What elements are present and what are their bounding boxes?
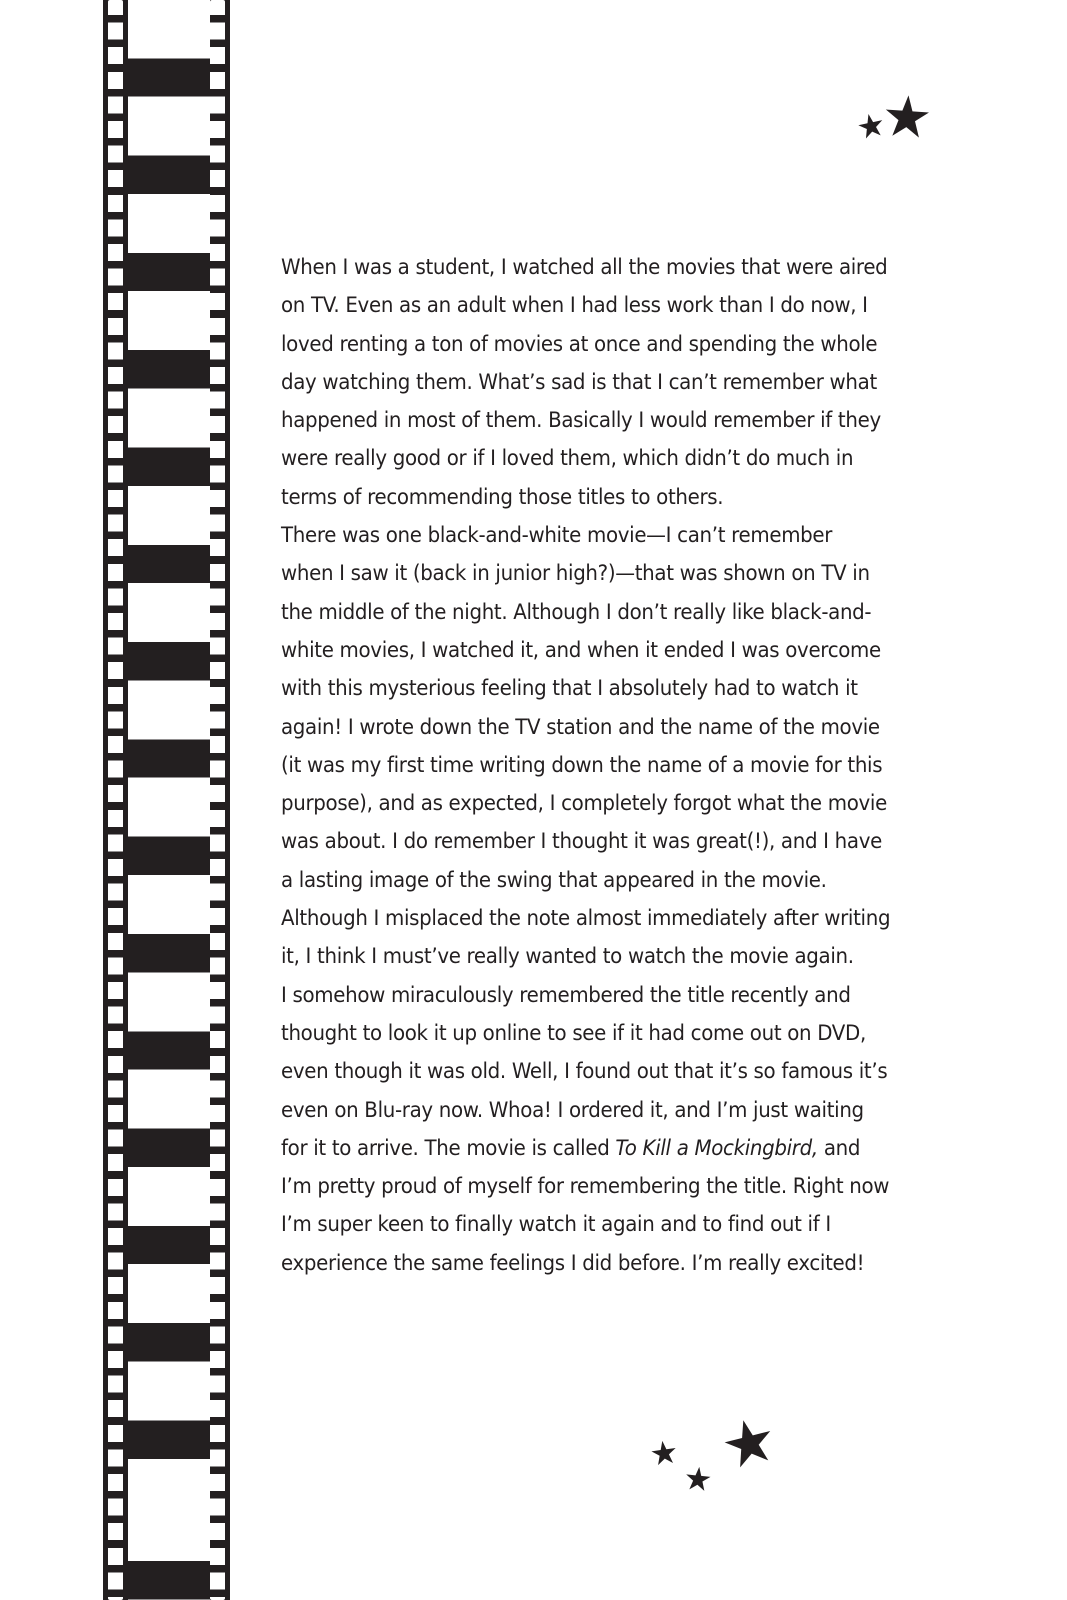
- small-star-left-icon: [651, 1440, 677, 1466]
- text-line: it, I think I must’ve really wanted to watch the movie again.: [281, 944, 854, 970]
- text-line: (it was my first time writing down the name of a movie for this: [281, 752, 883, 778]
- paragraph-3: [281, 977, 923, 1283]
- film-strip-border: [103, 0, 230, 1600]
- small-star-icon: [858, 113, 884, 139]
- text-line: on TV. Even as an adult when I had less work than I do now, I: [281, 293, 868, 319]
- text-line: I somehow miraculously remembered the title recently and: [281, 982, 851, 1008]
- sprocket-holes-left: [108, 0, 123, 1600]
- paragraph-2: [281, 517, 923, 977]
- large-star-icon: [883, 94, 931, 140]
- text-line: There was one black-and-white movie—I can’t remember: [281, 523, 833, 549]
- article-body: [281, 249, 923, 1283]
- text-line: I’m super keen to finally watch it again and to find out if I: [281, 1212, 831, 1238]
- text-line: happened in most of them. Basically I would remember if they: [281, 408, 881, 434]
- text-segment: and: [817, 1135, 861, 1161]
- text-line: again! I wrote down the TV station and the name of the movie: [281, 714, 880, 740]
- small-star-bottom-icon: [685, 1466, 711, 1492]
- large-star-right-icon: [723, 1418, 775, 1468]
- film-frames: [128, 0, 210, 1600]
- text-line: even though it was old. Well, I found out that it’s so famous it’s: [281, 1059, 888, 1085]
- text-line: was about. I do remember I thought it was great(!), and I have: [281, 829, 882, 855]
- text-line: thought to look it up online to see if it had come out on DVD,: [281, 1020, 866, 1046]
- text-line: Although I misplaced the note almost immediately after writing: [281, 906, 891, 932]
- sprocket-holes-right: [210, 0, 225, 1600]
- text-line: loved renting a ton of movies at once and spending the whole: [281, 331, 878, 357]
- paragraph-1: [281, 249, 923, 517]
- text-line: day watching them. What’s sad is that I can’t remember what: [281, 369, 877, 395]
- text-line-with-movie-title: [281, 1130, 923, 1168]
- text-line: a lasting image of the swing that appeared in the movie.: [281, 867, 827, 893]
- text-line: terms of recommending those titles to others.: [281, 484, 724, 510]
- text-line: purpose), and as expected, I completely forgot what the movie: [281, 791, 887, 817]
- text-line: when I saw it (back in junior high?)—that was shown on TV in: [281, 561, 870, 587]
- text-line: with this mysterious feeling that I absolutely had to watch it: [281, 676, 858, 702]
- text-segment: for it to arrive. The movie is called: [281, 1135, 616, 1161]
- text-line: I’m pretty proud of myself for remembering the title. Right now: [281, 1174, 890, 1200]
- text-line: When I was a student, I watched all the movies that were aired: [281, 255, 888, 280]
- text-line: experience the same feelings I did before. I’m really excited!: [281, 1250, 865, 1276]
- text-line: were really good or if I loved them, which didn’t do much in: [281, 446, 854, 472]
- text-line: even on Blu-ray now. Whoa! I ordered it, and I’m just waiting: [281, 1097, 864, 1123]
- text-line: the middle of the night. Although I don’t really like black-and-: [281, 599, 872, 625]
- text-line: white movies, I watched it, and when it ended I was overcome: [281, 637, 881, 663]
- movie-title: To Kill a Mockingbird,: [615, 1135, 818, 1161]
